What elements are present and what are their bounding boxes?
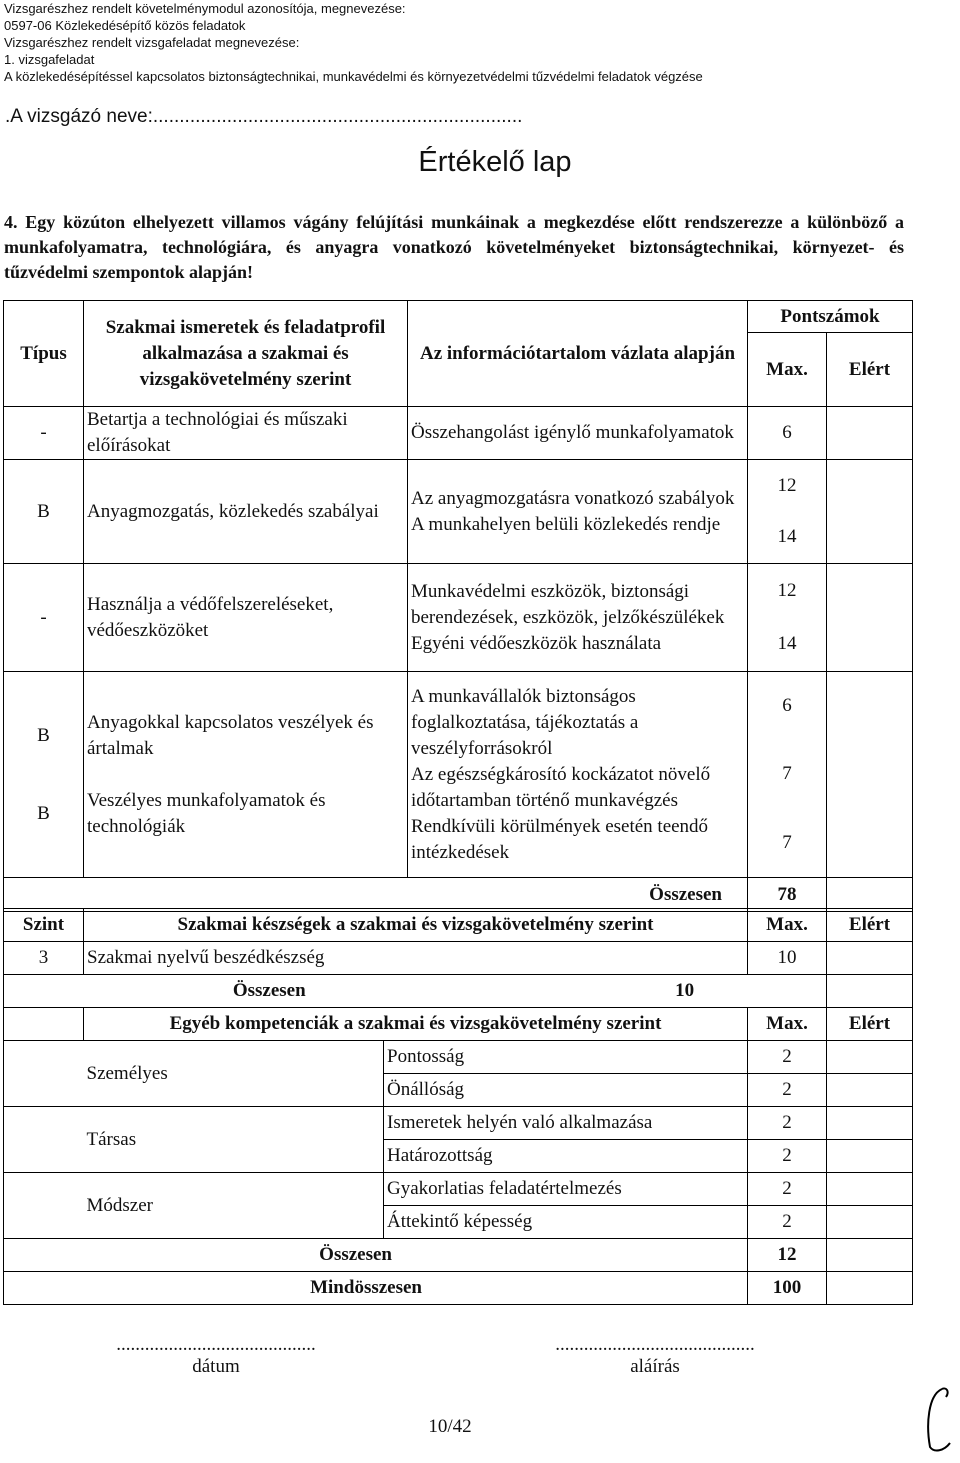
skill-got[interactable] — [827, 942, 913, 975]
total-value: 78 — [748, 878, 827, 912]
row-got[interactable] — [827, 564, 913, 672]
skill-level: 3 — [4, 942, 84, 975]
header-task-label: Vizsgarészhez rendelt vizsgafeladat megnevezése: — [4, 35, 300, 50]
grand-total-label: Mindösszesen — [4, 1272, 748, 1305]
competencies-total-got[interactable] — [827, 1239, 913, 1272]
knowledge-table — [3, 300, 913, 912]
col-type-header: Típus — [4, 301, 84, 407]
competency-group: Személyes — [84, 1041, 384, 1107]
skills-total-label: Összesen — [232, 980, 306, 1001]
header-task-number: 1. vizsgafeladat — [4, 52, 95, 67]
points-max: 14 — [777, 526, 797, 548]
page-number: 10/42 — [428, 1416, 472, 1437]
outline-item: Munkavédelmi eszközök, biztonsági berendezések, eszközök, jelzőkészülékek — [411, 580, 725, 628]
competency-max: 2 — [748, 1107, 827, 1140]
competency-item: Áttekintő képesség — [384, 1206, 748, 1239]
competency-item: Pontosság — [384, 1041, 748, 1074]
handwritten-mark-icon — [920, 1385, 956, 1455]
row-profile: Anyagokkal kapcsolatos veszélyek és ártalmak — [87, 711, 374, 759]
col-points-header: Pontszámok — [748, 301, 913, 333]
competency-item: Határozottság — [384, 1140, 748, 1173]
sign-dots: .......................................... — [555, 1334, 755, 1355]
col-max-header: Max. — [748, 909, 827, 942]
skill-name: Szakmai nyelvű beszédkészség — [84, 942, 748, 975]
row-type: - — [4, 407, 84, 460]
points-max: 14 — [777, 633, 797, 655]
row-type: - — [4, 564, 84, 672]
col-level-header: Szint — [4, 909, 84, 942]
table-row — [4, 1173, 913, 1206]
row-profile: Veszélyes munkafolyamatok és technológiák — [87, 789, 326, 837]
competency-max: 2 — [748, 1074, 827, 1107]
competency-got[interactable] — [827, 1140, 913, 1173]
outline-item: A munkavállalók biztonságos foglalkoztatása, tájékoztatás a veszélyforrásokról — [411, 685, 639, 759]
competency-item: Ismeretek helyén való alkalmazása — [384, 1107, 748, 1140]
competency-got[interactable] — [827, 1206, 913, 1239]
col-max-header: Max. — [748, 1008, 827, 1041]
skills-title: Szakmai készségek a szakmai és vizsgakövetelmény szerint — [84, 909, 748, 942]
total-got[interactable] — [827, 878, 913, 912]
grand-total-row — [4, 1272, 913, 1305]
table-row — [4, 942, 913, 975]
sign-signature-block — [525, 1334, 785, 1378]
col-got-header: Elért — [827, 333, 913, 407]
row-profile: Használja a védőfelszereléseket, védőeszközöket — [84, 564, 408, 672]
grand-total-got[interactable] — [827, 1272, 913, 1305]
date-dots: .......................................... — [116, 1334, 316, 1355]
outline-item: Egyéni védőeszközök használata — [411, 632, 662, 654]
table-row — [4, 460, 913, 564]
outline-item: A munkahelyen belüli közlekedés rendje — [411, 513, 721, 535]
row-got[interactable] — [827, 460, 913, 564]
page-title: Értékelő lap — [418, 146, 572, 178]
skills-total-value: 10 — [675, 980, 695, 1001]
competency-max: 2 — [748, 1206, 827, 1239]
competency-got[interactable] — [827, 1041, 913, 1074]
row-profile: Anyagmozgatás, közlekedés szabályai — [84, 460, 408, 564]
skill-max: 10 — [748, 942, 827, 975]
table-row — [4, 672, 913, 878]
document-header — [4, 0, 703, 85]
col-profile-header: Szakmai ismeretek és feladatprofil alkalmazása a szakmai és vizsgakövetelmény szerint — [84, 301, 408, 407]
competency-got[interactable] — [827, 1173, 913, 1206]
row-type: B — [37, 802, 50, 824]
competencies-total-value: 12 — [748, 1239, 827, 1272]
competency-group: Társas — [84, 1107, 384, 1173]
total-row — [4, 1239, 913, 1272]
date-signature-block — [86, 1334, 346, 1378]
points-max: 7 — [782, 763, 792, 785]
total-row — [4, 975, 913, 1008]
row-type: B — [4, 460, 84, 564]
header-module-name: 0597-06 Közlekedésépítő közös feladatok — [4, 18, 246, 33]
competencies-total-label: Összesen — [4, 1239, 748, 1272]
outline-item: Az anyagmozgatásra vonatkozó szabályok — [411, 487, 735, 509]
competency-got[interactable] — [827, 1107, 913, 1140]
competency-item: Önállóság — [384, 1074, 748, 1107]
competency-max: 2 — [748, 1041, 827, 1074]
header-module-label: Vizsgarészhez rendelt követelménymodul azonosítója, megnevezése: — [4, 1, 406, 16]
row-got[interactable] — [827, 407, 913, 460]
table-row — [4, 407, 913, 460]
date-label: dátum — [192, 1356, 240, 1377]
points-max: 6 — [782, 695, 792, 717]
table-row — [4, 1107, 913, 1140]
row-outline: Összehangolást igénylő munkafolyamatok — [408, 407, 748, 460]
skills-total-got[interactable] — [827, 975, 913, 1008]
points-max: 12 — [777, 579, 797, 601]
col-got-header: Elért — [827, 909, 913, 942]
col-got-header: Elért — [827, 1008, 913, 1041]
competency-group: Módszer — [84, 1173, 384, 1239]
task-description: 4. Egy közúton elhelyezett villamos vágány felújítási munkáinak a megkezdése előtt rendszerezze a különböző a munkafolyamatra, technológiára, és anyagra vonatkozó követelményeket biztonságtechnikai, környezet- és tűzvédelmi szempontok alapján! — [4, 212, 904, 282]
row-profile: Betartja a technológiai és műszaki előírásokat — [84, 407, 408, 460]
points-max: 12 — [777, 474, 797, 496]
col-max-header: Max. — [748, 333, 827, 407]
sign-label: aláírás — [630, 1356, 680, 1377]
grand-total-value: 100 — [748, 1272, 827, 1305]
outline-item: Rendkívüli körülmények esetén teendő intézkedések — [411, 815, 709, 863]
competencies-title: Egyéb kompetenciák a szakmai és vizsgakövetelmény szerint — [84, 1008, 748, 1041]
row-type: B — [37, 724, 50, 746]
skills-table — [3, 908, 913, 1305]
header-task-name: A közlekedésépítéssel kapcsolatos biztonságtechnikai, munkavédelmi és környezetvédelmi tűzvédelmi feladatok végzése — [4, 69, 703, 84]
outline-item: Az egészségkárosító kockázatot növelő időtartamban történő munkavégzés — [411, 763, 711, 811]
competency-got[interactable] — [827, 1074, 913, 1107]
total-label: Összesen — [4, 878, 748, 912]
competency-item: Gyakorlatias feladatértelmezés — [384, 1173, 748, 1206]
examinee-name-field: .A vizsgázó neve:...................................................................... — [5, 106, 523, 127]
competency-max: 2 — [748, 1140, 827, 1173]
table-row — [4, 564, 913, 672]
col-outline-header: Az információtartalom vázlata alapján — [408, 301, 748, 407]
total-row — [4, 878, 913, 912]
table-row — [4, 1041, 913, 1074]
competency-max: 2 — [748, 1173, 827, 1206]
points-max: 7 — [782, 831, 792, 853]
row-got[interactable] — [827, 672, 913, 878]
row-max: 6 — [748, 407, 827, 460]
